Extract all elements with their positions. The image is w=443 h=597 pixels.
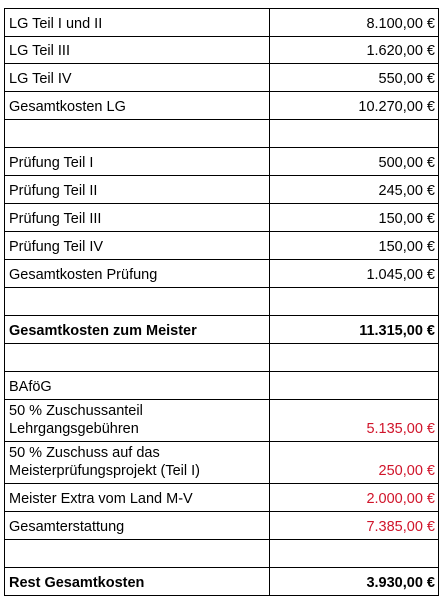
row-label: LG Teil IV (5, 64, 270, 91)
row-value: 1.045,00 € (366, 267, 435, 283)
table-row (4, 120, 439, 148)
table-row (4, 400, 439, 442)
row-value: 10.270,00 € (358, 99, 435, 115)
table-row (4, 316, 439, 344)
row-label: BAföG (5, 372, 270, 399)
table-row (4, 36, 439, 64)
row-value: 150,00 € (378, 211, 435, 227)
row-value: 3.930,00 € (366, 575, 435, 591)
table-row (4, 260, 439, 288)
row-label: Gesamtkosten LG (5, 92, 270, 119)
row-label (5, 344, 270, 371)
row-label: Prüfung Teil III (5, 204, 270, 231)
table-row (4, 64, 439, 92)
row-label (5, 540, 270, 567)
row-value: 550,00 € (378, 71, 435, 87)
table-row (4, 344, 439, 372)
row-label: LG Teil III (5, 36, 270, 63)
row-label (5, 120, 270, 147)
table-row (4, 176, 439, 204)
table-row (4, 512, 439, 540)
row-value: 5.135,00 € (366, 421, 435, 437)
row-value (270, 540, 438, 567)
row-value (270, 344, 438, 371)
table-row (4, 372, 439, 400)
row-label: Rest Gesamtkosten (5, 568, 270, 595)
row-value (270, 288, 438, 315)
row-label: Gesamtkosten zum Meister (5, 316, 270, 343)
row-label: Prüfung Teil I (5, 148, 270, 175)
table-row (4, 92, 439, 120)
row-value: 250,00 € (378, 463, 435, 479)
row-value: 2.000,00 € (366, 491, 435, 507)
row-value (270, 120, 438, 147)
row-value: 1.620,00 € (366, 43, 435, 59)
row-label: LG Teil I und II (5, 9, 270, 36)
row-value: 7.385,00 € (366, 519, 435, 535)
table-row (4, 232, 439, 260)
row-label (5, 288, 270, 315)
table-row (4, 148, 439, 176)
row-value: 245,00 € (378, 183, 435, 199)
row-value (270, 372, 438, 399)
table-row (4, 442, 439, 484)
row-value: 150,00 € (378, 239, 435, 255)
table-row (4, 484, 439, 512)
table-row (4, 540, 439, 568)
row-label: Meister Extra vom Land M-V (5, 484, 270, 511)
row-label: Prüfung Teil IV (5, 232, 270, 259)
row-value: 8.100,00 € (366, 16, 435, 32)
row-label: Gesamtkosten Prüfung (5, 260, 270, 287)
row-label: 50 % Zuschussanteil Lehrgangsgebühren (5, 400, 270, 441)
row-label: 50 % Zuschuss auf das Meisterprüfungsprojekt (Teil I) (5, 442, 270, 483)
row-label: Prüfung Teil II (5, 176, 270, 203)
row-value: 500,00 € (378, 155, 435, 171)
row-label: Gesamterstattung (5, 512, 270, 539)
table-row (4, 8, 439, 37)
table-row (4, 568, 439, 596)
table-row (4, 204, 439, 232)
row-value: 11.315,00 € (359, 323, 435, 339)
table-row (4, 288, 439, 316)
